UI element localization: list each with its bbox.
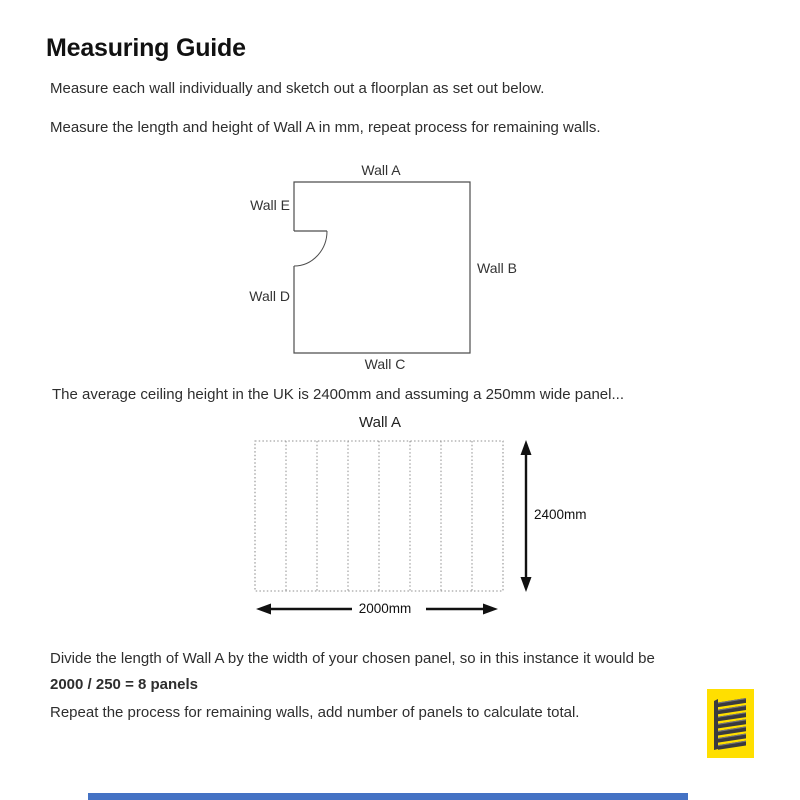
stacked-panels-logo [707, 689, 754, 758]
width-dimension-label: 2000mm [358, 601, 412, 616]
panel-diagram [240, 430, 590, 622]
floorplan-wall-a-label: Wall A [361, 162, 401, 178]
paragraph-measure-walls: Measure each wall individually and sketch out a floorplan as set out below. [50, 80, 545, 97]
floorplan-wall-d-label: Wall D [249, 288, 290, 304]
height-dimension-label: 2400mm [534, 507, 587, 522]
paragraph-repeat-process: Repeat the process for remaining walls, add number of panels to calculate total. [50, 704, 580, 721]
paragraph-measure-length-height: Measure the length and height of Wall A in mm, repeat process for remaining walls. [50, 119, 601, 136]
floorplan-wall-c-label: Wall C [364, 356, 406, 372]
paragraph-ceiling-height: The average ceiling height in the UK is 2400mm and assuming a 250mm wide panel... [52, 386, 624, 403]
floorplan-wall-b-label: Wall B [477, 260, 517, 276]
paragraph-divide-length: Divide the length of Wall A by the width of your chosen panel, so in this instance it would be [50, 650, 655, 667]
floorplan-door-swing-arc [294, 231, 327, 266]
panel-diagram-title: Wall A [359, 414, 401, 431]
panel-dividers [286, 441, 472, 591]
floorplan-room-outline [294, 182, 470, 353]
page-title: Measuring Guide [46, 34, 246, 62]
bottom-blue-bar [88, 793, 688, 800]
height-dimension-arrow [521, 440, 532, 592]
paragraph-calculation-result: 2000 / 250 = 8 panels [50, 676, 199, 693]
floorplan-wall-e-label: Wall E [250, 197, 290, 213]
